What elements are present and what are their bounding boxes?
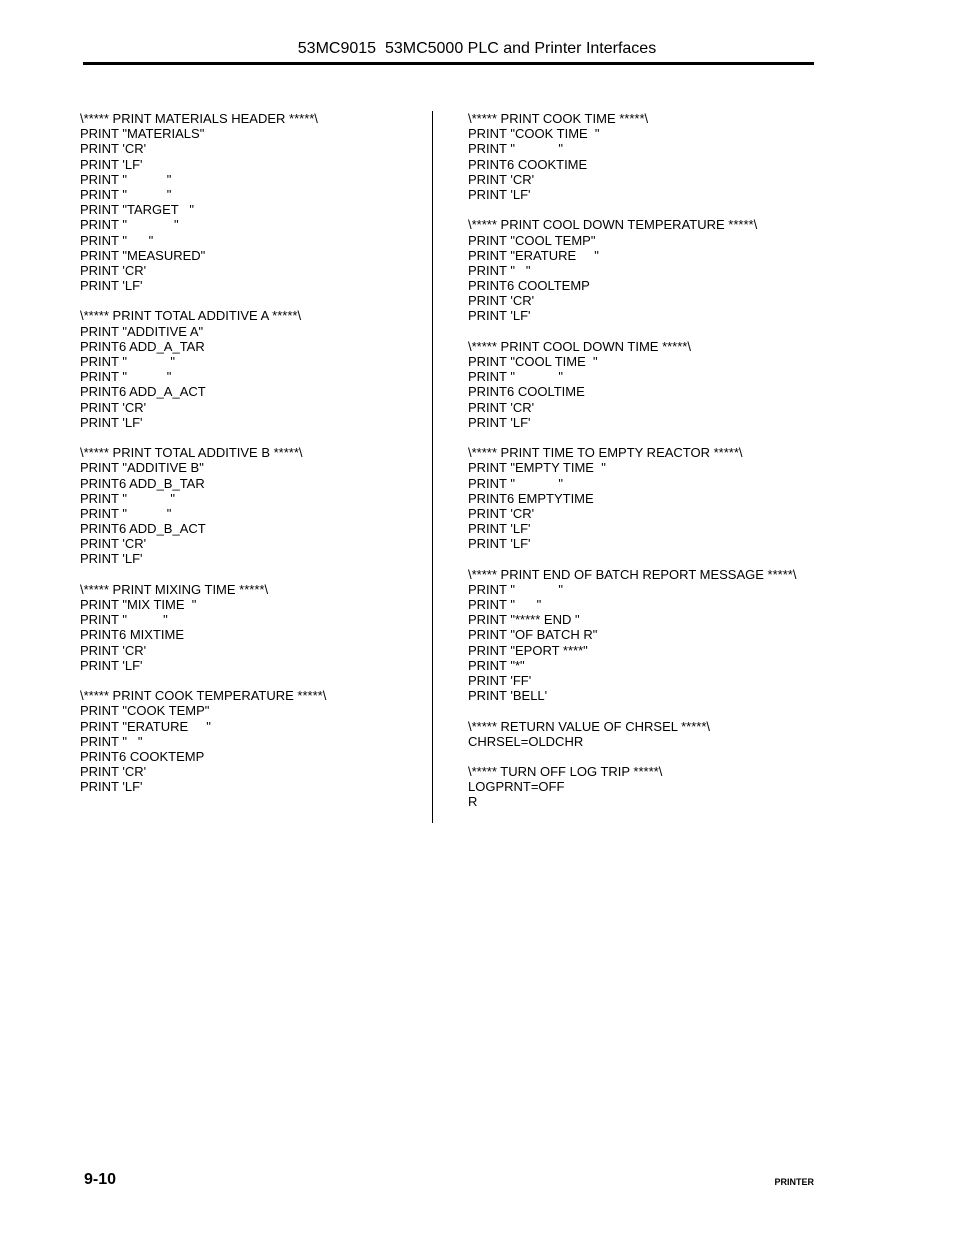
- code-line: PRINT " ": [80, 171, 172, 187]
- code-block: [468, 217, 828, 323]
- code-line: PRINT "EPORT ****": [468, 642, 588, 658]
- code-block: [468, 339, 828, 430]
- code-line: PRINT " ": [468, 475, 563, 491]
- code-line: PRINT 'LF': [80, 657, 143, 673]
- code-line: PRINT "ERATURE ": [80, 718, 211, 734]
- code-line: PRINT 'CR': [468, 171, 535, 187]
- code-line: PRINT6 MIXTIME: [80, 627, 185, 643]
- code-line: PRINT6 ADD_B_ACT: [80, 521, 206, 537]
- code-line: PRINT 'LF': [80, 551, 143, 567]
- code-line: PRINT 'CR': [80, 399, 147, 415]
- code-line: PRINT 'LF': [80, 779, 143, 795]
- code-line: PRINT 'CR': [468, 399, 535, 415]
- code-line: PRINT "MIX TIME ": [80, 597, 197, 612]
- code-line: R: [468, 794, 478, 810]
- code-line: PRINT 'CR': [80, 642, 147, 658]
- code-line: PRINT6 ADD_B_TAR: [80, 475, 205, 491]
- block-spacer: [80, 293, 420, 308]
- section-label: PRINTER: [774, 1177, 814, 1187]
- block-spacer: [468, 703, 828, 718]
- block-spacer: [468, 430, 828, 445]
- code-line: PRINT "ERATURE ": [468, 247, 599, 263]
- code-line: PRINT " ": [80, 354, 175, 369]
- code-line: PRINT " ": [80, 733, 143, 749]
- code-comment: \***** PRINT COOK TIME *****\: [468, 111, 649, 126]
- code-line: PRINT " ": [80, 490, 175, 506]
- code-block: [80, 445, 420, 567]
- code-block: [80, 111, 420, 293]
- code-line: PRINT6 COOLTEMP: [468, 278, 590, 294]
- code-line: PRINT "ADDITIVE A": [80, 323, 204, 339]
- code-line: LOGPRNT=OFF: [468, 779, 565, 795]
- block-spacer: [468, 551, 828, 566]
- code-line: PRINT 'LF': [80, 156, 143, 172]
- code-line: PRINT "MATERIALS": [80, 126, 205, 142]
- code-line: PRINT "***** END ": [468, 612, 580, 628]
- code-line: PRINT6 EMPTYTIME: [468, 490, 594, 506]
- code-line: PRINT 'BELL': [468, 688, 548, 704]
- code-line: PRINT " ": [80, 232, 154, 248]
- block-spacer: [468, 202, 828, 217]
- code-line: PRINT 'LF': [80, 278, 143, 294]
- code-comment: \***** PRINT MIXING TIME *****\: [80, 581, 269, 597]
- code-line: PRINT " ": [468, 262, 531, 278]
- right-code-column: [468, 111, 828, 810]
- code-line: PRINT " ": [80, 217, 179, 233]
- code-line: PRINT "COOL TEMP": [468, 232, 596, 248]
- code-line: PRINT " ": [80, 186, 172, 202]
- code-line: PRINT " ": [468, 581, 563, 597]
- code-line: PRINT "COOK TEMP": [80, 703, 210, 719]
- code-comment: \***** PRINT COOK TEMPERATURE *****\: [80, 688, 327, 704]
- code-line: PRINT 'LF': [80, 414, 143, 430]
- code-line: PRINT 'CR': [468, 293, 535, 309]
- code-block: [80, 308, 420, 430]
- block-spacer: [80, 567, 420, 582]
- code-line: PRINT 'LF': [468, 536, 531, 552]
- page-number: 9-10: [84, 1171, 117, 1188]
- block-spacer: [80, 673, 420, 688]
- code-line: PRINT 'CR': [468, 505, 535, 521]
- header-rule: [83, 62, 814, 65]
- code-line: PRINT 'LF': [468, 521, 531, 537]
- code-comment: \***** TURN OFF LOG TRIP *****\: [468, 764, 663, 780]
- code-line: PRINT "COOK TIME ": [468, 126, 600, 142]
- code-line: PRINT "MEASURED": [80, 247, 206, 263]
- code-line: PRINT 'CR': [80, 536, 147, 552]
- code-line: PRINT " ": [80, 505, 172, 521]
- code-line: PRINT 'LF': [468, 186, 531, 202]
- code-block: [468, 445, 828, 551]
- block-spacer: [468, 324, 828, 339]
- code-line: PRINT6 ADD_A_ACT: [80, 384, 206, 400]
- code-line: PRINT " ": [80, 612, 168, 628]
- code-comment: \***** PRINT COOL DOWN TEMPERATURE *****\: [468, 217, 758, 233]
- code-block: [468, 567, 828, 704]
- code-line: PRINT 'LF': [468, 414, 531, 430]
- code-comment: \***** RETURN VALUE OF CHRSEL *****\: [468, 718, 711, 734]
- code-comment: \***** PRINT TIME TO EMPTY REACTOR *****\: [468, 445, 743, 461]
- code-block: [468, 719, 828, 749]
- code-block: [468, 111, 828, 202]
- code-line: PRINT " ": [468, 141, 563, 157]
- code-comment: \***** PRINT TOTAL ADDITIVE A *****\: [80, 308, 302, 324]
- code-line: PRINT "TARGET ": [80, 202, 194, 218]
- code-line: PRINT 'CR': [80, 262, 147, 278]
- code-comment: \***** PRINT TOTAL ADDITIVE B *****\: [80, 445, 303, 461]
- code-block: [468, 764, 828, 810]
- code-line: PRINT "ADDITIVE B": [80, 460, 204, 476]
- code-line: PRINT 'LF': [468, 308, 531, 324]
- code-line: PRINT 'FF': [468, 672, 532, 688]
- code-line: PRINT6 COOLTIME: [468, 384, 585, 400]
- code-line: PRINT6 COOKTEMP: [80, 748, 205, 764]
- code-line: PRINT 'CR': [80, 141, 147, 157]
- code-block: [80, 582, 420, 673]
- code-comment: \***** PRINT MATERIALS HEADER *****\: [80, 111, 318, 126]
- code-line: CHRSEL=OLDCHR: [468, 733, 584, 749]
- code-block: [80, 688, 420, 794]
- code-line: PRINT 'CR': [80, 764, 147, 780]
- left-code-column: [80, 111, 420, 794]
- block-spacer: [80, 430, 420, 445]
- code-line: PRINT6 ADD_A_TAR: [80, 338, 205, 354]
- block-spacer: [468, 749, 828, 764]
- code-line: PRINT "OF BATCH R": [468, 627, 598, 643]
- code-line: PRINT "EMPTY TIME ": [468, 460, 606, 476]
- code-line: PRINT "COOL TIME ": [468, 354, 598, 369]
- code-comment: \***** PRINT COOL DOWN TIME *****\: [468, 338, 691, 354]
- code-line: PRINT "*": [468, 657, 525, 673]
- code-comment: \***** PRINT END OF BATCH REPORT MESSAGE *****\: [468, 566, 797, 582]
- column-divider: [432, 111, 433, 823]
- code-line: PRINT " ": [468, 597, 542, 612]
- page-title: 53MC9015 53MC5000 PLC and Printer Interfaces: [297, 40, 657, 57]
- code-line: PRINT " ": [468, 369, 563, 385]
- code-line: PRINT6 COOKTIME: [468, 156, 588, 172]
- code-line: PRINT " ": [80, 369, 172, 385]
